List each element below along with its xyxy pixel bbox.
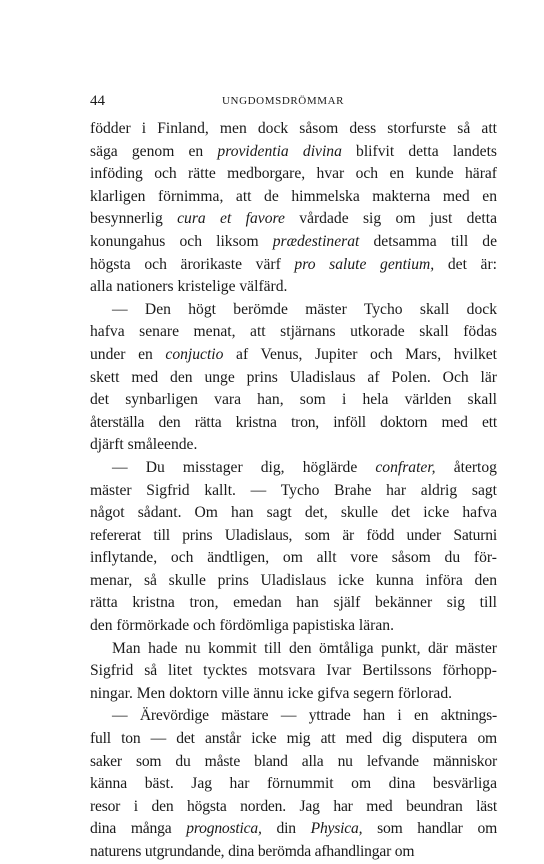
text-run: ningar. Men doktorn ville ännu icke gifva segern förlorad. bbox=[90, 684, 453, 702]
text-line bbox=[90, 592, 497, 615]
text-run: — Ärevördige mästare — yttrade han i en aktnings- bbox=[112, 707, 497, 725]
body-text bbox=[90, 118, 497, 864]
text-run: Man hade nu kommit till den ömtåliga punkt, där mäster bbox=[112, 639, 497, 657]
text-line bbox=[90, 525, 497, 548]
text-line bbox=[90, 638, 497, 661]
text-line bbox=[90, 570, 497, 593]
text-run: det synbarligen vara han, som i hela världen skall bbox=[90, 391, 497, 409]
text-line bbox=[90, 615, 497, 638]
text-run: din bbox=[261, 820, 311, 838]
text-line bbox=[90, 344, 497, 367]
italic-phrase: pro salute gentium, bbox=[294, 255, 435, 273]
text-run: födder i Finland, men dock såsom dess storfurste så att bbox=[90, 120, 497, 137]
running-title: UNGDOMSDRÖMMAR bbox=[222, 95, 345, 107]
text-run: hafva senare menat, att stjärnans utkorade skall födas bbox=[90, 323, 497, 341]
text-run: mäster Sigfrid kallt. — Tycho Brahe har aldrig sagt bbox=[90, 481, 497, 499]
text-run: blifvit detta landets bbox=[341, 142, 497, 160]
text-line bbox=[90, 231, 497, 254]
text-line bbox=[90, 299, 497, 322]
text-line bbox=[90, 796, 497, 819]
text-line bbox=[90, 141, 497, 164]
italic-phrase: Physica, bbox=[310, 820, 363, 838]
text-run: den förmörkade och fördömliga papistiska läran. bbox=[90, 617, 394, 635]
text-line bbox=[90, 321, 497, 344]
text-run: — Den högt berömde mäster Tycho skall dock bbox=[112, 300, 497, 318]
text-run: full ton — det anstår icke mig att med dig disputera om bbox=[90, 730, 497, 748]
text-run: Sigfrid så litet tycktes motsvara Ivar Bertilssons förhopp- bbox=[90, 662, 497, 680]
text-line bbox=[90, 773, 497, 796]
text-line bbox=[90, 163, 497, 186]
text-run: vårdade sig om just detta bbox=[284, 210, 497, 228]
text-line bbox=[90, 660, 497, 683]
text-run: alla nationers kristelige välfärd. bbox=[90, 278, 288, 296]
text-line bbox=[90, 547, 497, 570]
italic-phrase: providentia divina bbox=[217, 142, 342, 160]
page-number: 44 bbox=[90, 93, 105, 109]
text-line bbox=[90, 683, 497, 706]
text-run: känna bäst. Jag har förnummit om dina besvärliga bbox=[90, 775, 497, 793]
text-run: klarligen förnimma, att de himmelska makterna med en bbox=[90, 187, 497, 205]
text-run: som handlar om bbox=[362, 820, 497, 838]
text-line bbox=[90, 434, 497, 457]
text-line bbox=[90, 705, 497, 728]
text-run: något sådant. Om han sagt det, skulle det icke hafva bbox=[90, 504, 497, 522]
text-line bbox=[90, 818, 497, 841]
text-line bbox=[90, 208, 497, 231]
text-run: konungahus och liksom bbox=[90, 232, 273, 250]
text-run: resor i den högsta norden. Jag har med beundran läst bbox=[90, 797, 497, 815]
italic-phrase: prædestinerat bbox=[272, 232, 360, 250]
text-run: skett med den unge prins Uladislaus af Polen. Och lär bbox=[90, 368, 497, 386]
text-run: besynnerlig bbox=[90, 210, 178, 228]
text-run: under en bbox=[90, 345, 166, 363]
text-run: återtog bbox=[435, 458, 497, 476]
italic-phrase: confrater, bbox=[375, 458, 436, 476]
text-run: rätta kristna tron, emedan han själf bekänner sig till bbox=[90, 594, 497, 612]
text-run: inflytande, och ändtligen, om allt vore såsom du för- bbox=[90, 549, 497, 567]
text-line bbox=[90, 841, 497, 864]
italic-phrase: prognostica, bbox=[186, 820, 262, 838]
text-run: säga genom en bbox=[90, 142, 218, 160]
text-run: djärft småleende. bbox=[90, 436, 198, 454]
text-line bbox=[90, 276, 497, 299]
text-run: det är: bbox=[434, 255, 498, 273]
text-line bbox=[90, 186, 497, 209]
text-line bbox=[90, 728, 497, 751]
text-line bbox=[90, 412, 497, 435]
text-line bbox=[90, 389, 497, 412]
page-header bbox=[90, 93, 497, 111]
text-run: dina många bbox=[90, 820, 187, 838]
text-line bbox=[90, 367, 497, 390]
text-run: återställa den rätta kristna tron, inföll doktorn med ett bbox=[90, 413, 497, 431]
text-run: menar, så skulle prins Uladislaus icke kunna införa den bbox=[90, 571, 497, 589]
italic-phrase: conjuctio bbox=[165, 345, 224, 363]
text-line bbox=[90, 480, 497, 503]
text-run: detsamma till de bbox=[359, 232, 497, 250]
text-line bbox=[90, 254, 497, 277]
italic-phrase: cura et favore bbox=[177, 210, 285, 228]
text-run: högsta och ärorikaste värf bbox=[90, 255, 295, 273]
text-run: saker som du måste bland alla nu lefvande människor bbox=[90, 752, 497, 770]
text-line bbox=[90, 118, 497, 141]
text-run: — Du misstager dig, höglärde bbox=[112, 458, 376, 476]
text-run: inföding och rätte medborgare, hvar och en kunde häraf bbox=[90, 165, 497, 183]
text-line bbox=[90, 502, 497, 525]
text-run: af Venus, Jupiter och Mars, hvilket bbox=[223, 345, 497, 363]
text-line bbox=[90, 751, 497, 774]
text-run: refererat till prins Uladislaus, som är född under Saturni bbox=[90, 526, 497, 544]
text-run: naturens utgrundande, dina berömda afhandlingar om bbox=[90, 843, 415, 860]
text-line bbox=[90, 457, 497, 480]
